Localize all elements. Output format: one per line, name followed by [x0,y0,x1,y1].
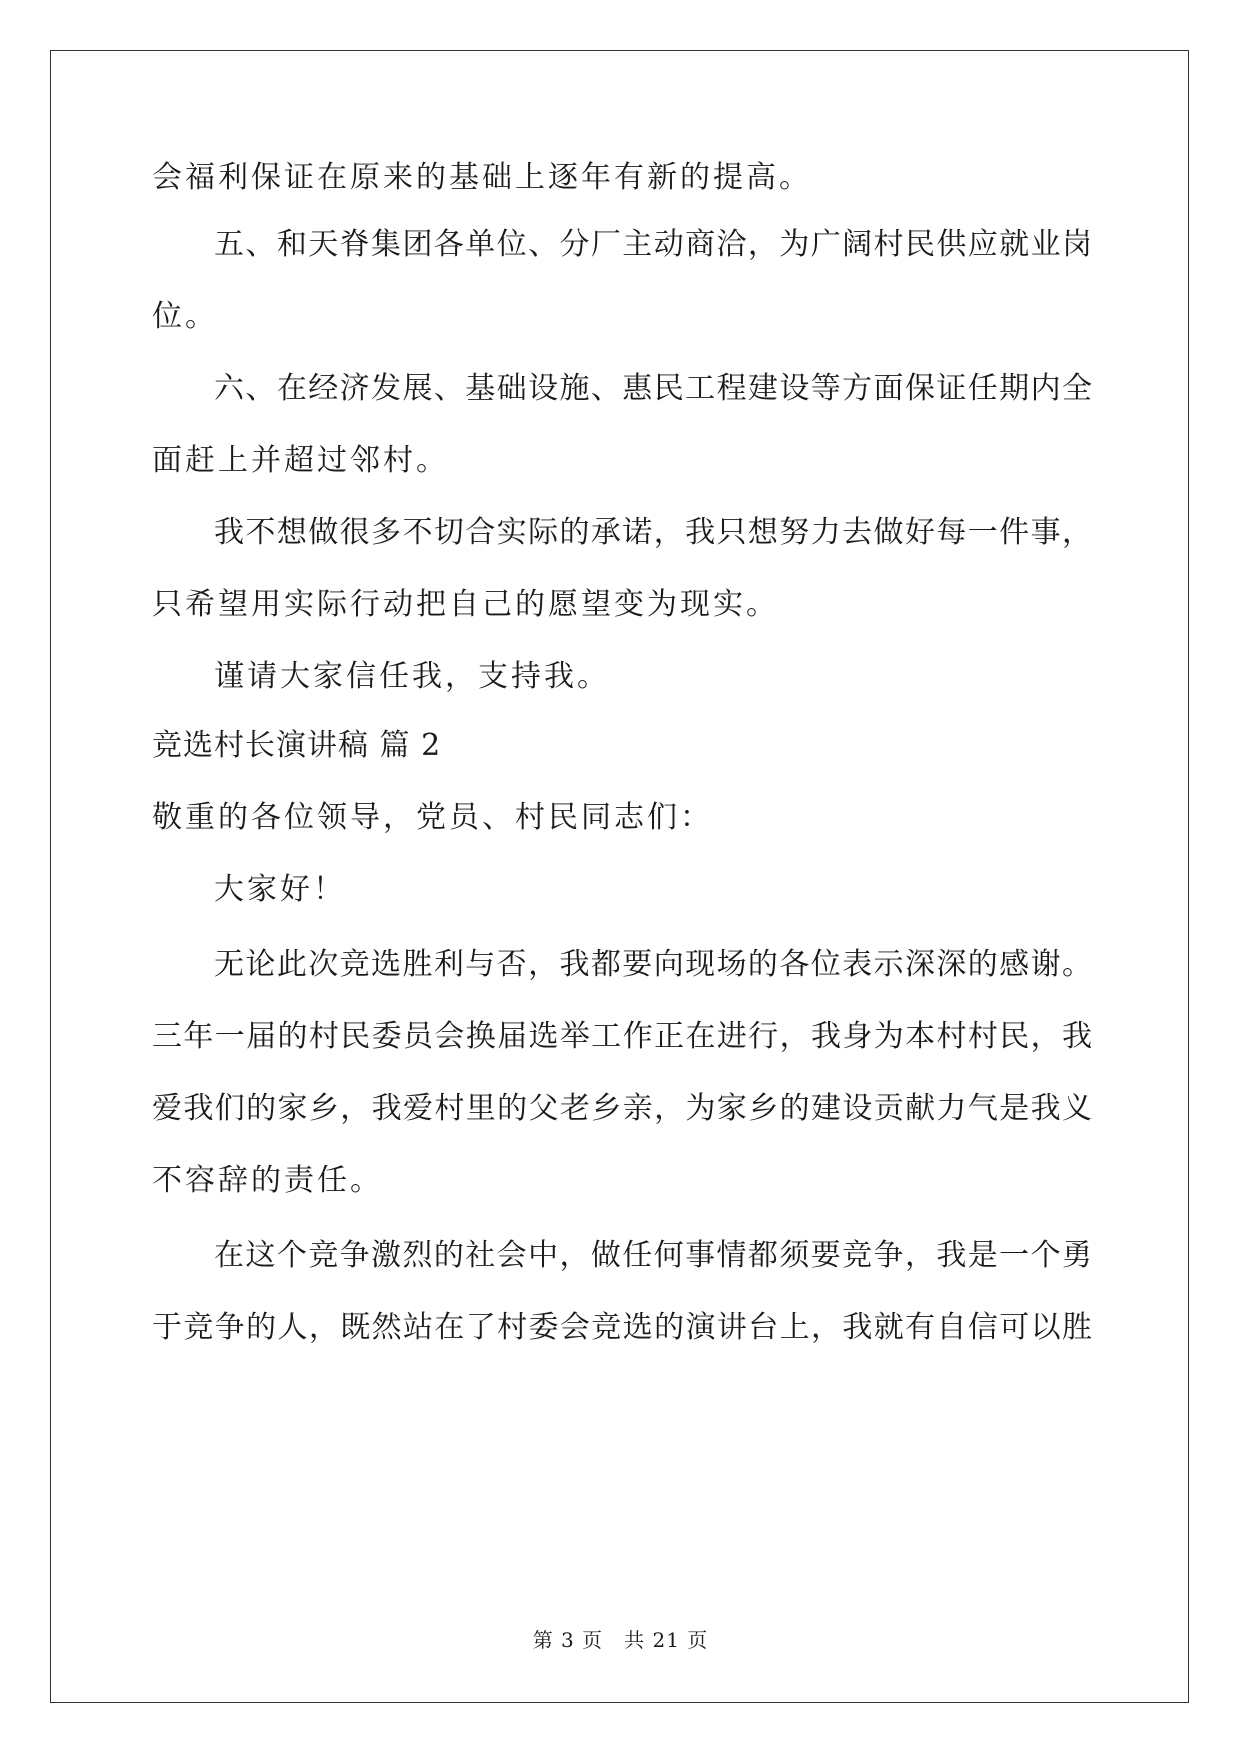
paragraph-line: 大家好！ [214,872,346,907]
paragraph-line: 我不想做很多不切合实际的承诺，我只想努力去做好每一件事， [214,515,1092,550]
paragraph-line: 位。 [152,299,218,334]
paragraph-line: 于竞争的人，既然站在了村委会竞选的演讲台上，我就有自信可以胜 [152,1310,1092,1345]
paragraph-line: 三年一届的村民委员会换届选举工作正在进行，我身为本村村民，我 [152,1019,1092,1054]
paragraph-line: 只希望用实际行动把自己的愿望变为现实。 [152,587,779,622]
paragraph-line: 五、和天脊集团各单位、分厂主动商洽，为广阔村民供应就业岗 [214,227,1092,262]
paragraph-line: 爱我们的家乡，我爱村里的父老乡亲，为家乡的建设贡献力气是我义 [152,1091,1092,1126]
page-footer: 第 3 页 共 21 页 [532,1628,709,1652]
paragraph-line: 在这个竞争激烈的社会中，做任何事情都须要竞争，我是一个勇 [214,1238,1092,1273]
paragraph-line: 六、在经济发展、基础设施、惠民工程建设等方面保证任期内全 [214,371,1092,406]
paragraph-line: 敬重的各位领导，党员、村民同志们： [152,800,713,835]
section-heading: 竞选村长演讲稿 篇 2 [152,728,442,763]
paragraph-line: 不容辞的责任。 [152,1163,383,1198]
paragraph-line: 谨请大家信任我，支持我。 [214,659,610,694]
paragraph-line: 会福利保证在原来的基础上逐年有新的提高。 [152,160,812,195]
paragraph-line: 无论此次竞选胜利与否，我都要向现场的各位表示深深的感谢。 [214,947,1092,982]
paragraph-line: 面赶上并超过邻村。 [152,443,449,478]
